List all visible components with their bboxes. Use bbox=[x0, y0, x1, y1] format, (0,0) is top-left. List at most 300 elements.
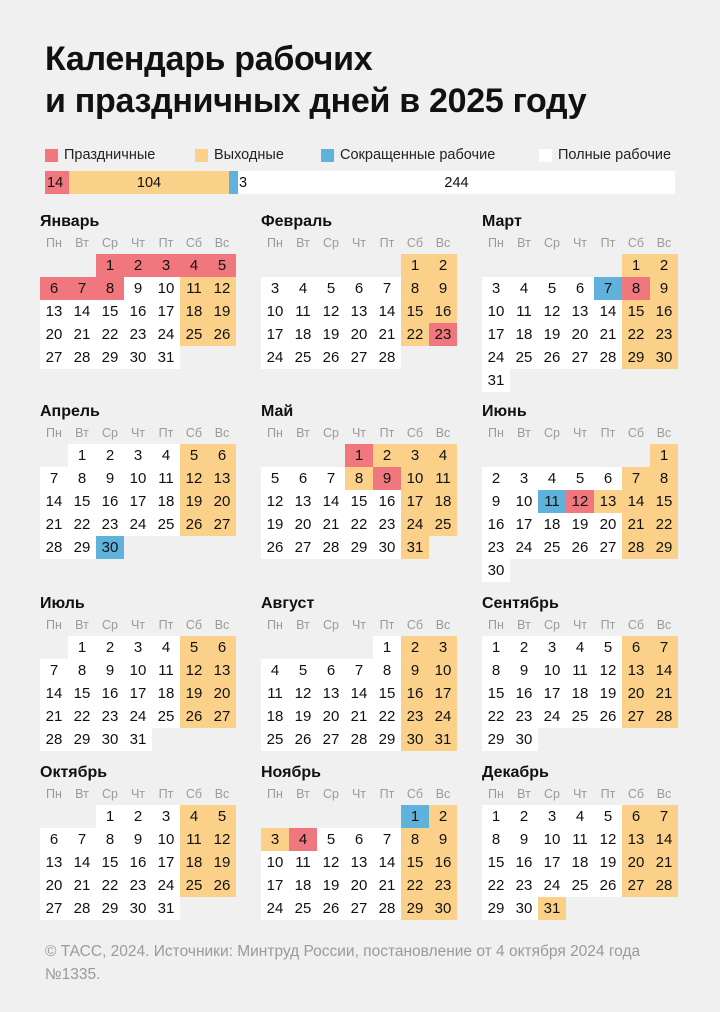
weekday-label: Сб bbox=[185, 787, 203, 801]
month-name: Май bbox=[261, 403, 294, 420]
working-swatch bbox=[539, 149, 552, 162]
day-cell: 4 bbox=[429, 444, 457, 467]
day-cell: 30 bbox=[96, 536, 124, 559]
summary-shortened-bar bbox=[229, 171, 238, 194]
day-cell: 24 bbox=[538, 705, 566, 728]
day-grid bbox=[261, 254, 457, 369]
day-cell: 15 bbox=[482, 851, 510, 874]
day-cell: 21 bbox=[373, 874, 401, 897]
day-cell: 19 bbox=[180, 490, 208, 513]
month-name: Март bbox=[482, 213, 522, 230]
weekday-label: Чт bbox=[351, 236, 367, 250]
month-2 bbox=[261, 212, 457, 369]
weekday-header bbox=[40, 234, 236, 254]
day-cell: 26 bbox=[208, 874, 236, 897]
day-cell: 13 bbox=[345, 300, 373, 323]
weekday-label: Вт bbox=[296, 426, 310, 440]
day-grid bbox=[40, 254, 236, 369]
day-cell: 28 bbox=[317, 536, 345, 559]
day-cell: 17 bbox=[124, 682, 152, 705]
weekday-label: Ср bbox=[323, 618, 339, 632]
day-cell: 20 bbox=[622, 682, 650, 705]
footer-source: © ТАСС, 2024. Источники: Минтруд России, постановление от 4 октября 2024 года №1335. bbox=[45, 943, 641, 983]
day-cell: 12 bbox=[317, 300, 345, 323]
day-cell: 13 bbox=[345, 851, 373, 874]
day-cell: 22 bbox=[482, 705, 510, 728]
weekday-label: Чт bbox=[351, 618, 367, 632]
weekday-label: Пт bbox=[379, 618, 395, 632]
day-cell: 13 bbox=[208, 659, 236, 682]
weekday-label: Сб bbox=[627, 236, 645, 250]
day-cell: 23 bbox=[429, 323, 457, 346]
weekday-label: Вт bbox=[75, 236, 89, 250]
weekday-label: Вс bbox=[435, 426, 451, 440]
month-1 bbox=[40, 212, 236, 369]
day-cell: 2 bbox=[510, 805, 538, 828]
weekday-label: Чт bbox=[130, 618, 146, 632]
day-cell: 11 bbox=[538, 490, 566, 513]
weekday-label: Пн bbox=[488, 236, 504, 250]
day-cell: 11 bbox=[152, 659, 180, 682]
day-cell: 22 bbox=[622, 323, 650, 346]
day-cell: 24 bbox=[261, 897, 289, 920]
day-cell: 2 bbox=[124, 254, 152, 277]
day-cell: 23 bbox=[650, 323, 678, 346]
day-cell: 5 bbox=[180, 636, 208, 659]
day-cell: 12 bbox=[208, 277, 236, 300]
month-11 bbox=[261, 763, 457, 920]
day-cell: 7 bbox=[40, 467, 68, 490]
day-cell: 7 bbox=[650, 805, 678, 828]
weekday-header bbox=[482, 234, 678, 254]
day-cell: 22 bbox=[401, 874, 429, 897]
weekday-label: Пт bbox=[158, 426, 174, 440]
day-cell: 28 bbox=[650, 874, 678, 897]
day-cell: 27 bbox=[345, 346, 373, 369]
weekday-label: Чт bbox=[572, 236, 588, 250]
day-cell: 7 bbox=[317, 467, 345, 490]
weekday-label: Вс bbox=[656, 618, 672, 632]
day-cell: 4 bbox=[538, 467, 566, 490]
day-cell: 27 bbox=[345, 897, 373, 920]
legend-weekends bbox=[195, 147, 284, 163]
day-cell: 21 bbox=[317, 513, 345, 536]
weekday-label: Вт bbox=[296, 618, 310, 632]
day-cell: 22 bbox=[373, 705, 401, 728]
weekday-label: Ср bbox=[323, 426, 339, 440]
day-cell: 23 bbox=[510, 874, 538, 897]
weekday-label: Вт bbox=[517, 236, 531, 250]
weekday-label: Пн bbox=[488, 787, 504, 801]
day-cell: 12 bbox=[180, 467, 208, 490]
day-cell: 11 bbox=[152, 467, 180, 490]
day-cell: 6 bbox=[289, 467, 317, 490]
day-cell: 27 bbox=[40, 897, 68, 920]
day-cell: 26 bbox=[289, 728, 317, 751]
weekday-label: Пт bbox=[158, 787, 174, 801]
day-cell: 25 bbox=[180, 874, 208, 897]
weekday-label: Ср bbox=[102, 426, 118, 440]
day-cell: 28 bbox=[345, 728, 373, 751]
day-cell: 22 bbox=[650, 513, 678, 536]
day-cell: 19 bbox=[317, 323, 345, 346]
weekday-label: Вт bbox=[296, 787, 310, 801]
weekday-label: Пт bbox=[600, 236, 616, 250]
day-cell: 3 bbox=[538, 805, 566, 828]
day-cell: 15 bbox=[96, 300, 124, 323]
day-cell: 4 bbox=[180, 805, 208, 828]
day-cell: 6 bbox=[40, 277, 68, 300]
day-cell: 1 bbox=[401, 805, 429, 828]
day-cell: 25 bbox=[289, 346, 317, 369]
day-cell: 20 bbox=[40, 874, 68, 897]
day-cell: 22 bbox=[96, 323, 124, 346]
day-cell: 8 bbox=[345, 467, 373, 490]
day-cell: 24 bbox=[538, 874, 566, 897]
day-cell: 30 bbox=[650, 346, 678, 369]
weekday-label: Чт bbox=[351, 426, 367, 440]
day-cell: 29 bbox=[96, 346, 124, 369]
day-cell: 21 bbox=[650, 851, 678, 874]
day-cell: 26 bbox=[208, 323, 236, 346]
day-cell: 24 bbox=[124, 513, 152, 536]
day-cell: 11 bbox=[180, 277, 208, 300]
weekday-label: Вс bbox=[656, 236, 672, 250]
weekday-header bbox=[482, 424, 678, 444]
legend bbox=[45, 147, 685, 165]
day-cell: 26 bbox=[538, 346, 566, 369]
day-cell: 20 bbox=[208, 490, 236, 513]
day-cell: 1 bbox=[96, 254, 124, 277]
day-cell: 6 bbox=[317, 659, 345, 682]
day-cell: 1 bbox=[482, 805, 510, 828]
title-line-2: и праздничных дней в 2025 году bbox=[45, 82, 587, 120]
weekday-label: Сб bbox=[185, 618, 203, 632]
day-cell: 8 bbox=[482, 659, 510, 682]
day-cell: 21 bbox=[40, 513, 68, 536]
day-cell: 18 bbox=[261, 705, 289, 728]
day-cell: 28 bbox=[622, 536, 650, 559]
day-cell: 10 bbox=[152, 828, 180, 851]
day-cell: 30 bbox=[510, 728, 538, 751]
day-cell: 11 bbox=[289, 300, 317, 323]
day-cell: 19 bbox=[208, 851, 236, 874]
day-cell: 24 bbox=[482, 346, 510, 369]
day-cell: 24 bbox=[152, 323, 180, 346]
weekday-label: Вс bbox=[656, 426, 672, 440]
day-cell: 14 bbox=[373, 300, 401, 323]
weekday-label: Вс bbox=[656, 787, 672, 801]
day-cell: 3 bbox=[261, 828, 289, 851]
weekday-label: Пн bbox=[46, 787, 62, 801]
day-cell: 5 bbox=[594, 805, 622, 828]
month-name: Сентябрь bbox=[482, 595, 559, 612]
day-cell: 2 bbox=[401, 636, 429, 659]
weekday-label: Вс bbox=[214, 426, 230, 440]
day-cell: 7 bbox=[622, 467, 650, 490]
day-cell: 16 bbox=[124, 851, 152, 874]
day-cell: 3 bbox=[538, 636, 566, 659]
day-cell: 16 bbox=[96, 682, 124, 705]
day-cell: 14 bbox=[40, 490, 68, 513]
day-cell: 18 bbox=[180, 851, 208, 874]
day-cell: 21 bbox=[650, 682, 678, 705]
legend-shortened bbox=[321, 147, 495, 163]
day-cell: 25 bbox=[538, 536, 566, 559]
day-cell: 6 bbox=[594, 467, 622, 490]
day-cell: 15 bbox=[345, 490, 373, 513]
day-cell: 16 bbox=[429, 851, 457, 874]
month-name: Январь bbox=[40, 213, 100, 230]
day-cell: 26 bbox=[566, 536, 594, 559]
day-cell: 4 bbox=[180, 254, 208, 277]
weekday-label: Вс bbox=[214, 236, 230, 250]
day-cell: 16 bbox=[401, 682, 429, 705]
day-cell: 17 bbox=[482, 323, 510, 346]
day-cell: 5 bbox=[289, 659, 317, 682]
weekday-label: Сб bbox=[627, 618, 645, 632]
day-cell: 9 bbox=[96, 659, 124, 682]
month-name: Апрель bbox=[40, 403, 100, 420]
day-cell: 23 bbox=[482, 536, 510, 559]
weekday-label: Чт bbox=[351, 787, 367, 801]
day-cell: 22 bbox=[96, 874, 124, 897]
day-cell: 3 bbox=[124, 636, 152, 659]
weekday-label: Пн bbox=[488, 618, 504, 632]
day-cell: 17 bbox=[429, 682, 457, 705]
day-cell: 26 bbox=[180, 705, 208, 728]
day-cell: 20 bbox=[594, 513, 622, 536]
day-grid bbox=[482, 805, 678, 920]
day-cell: 31 bbox=[152, 897, 180, 920]
weekday-label: Сб bbox=[406, 426, 424, 440]
day-cell: 26 bbox=[261, 536, 289, 559]
day-cell: 28 bbox=[650, 705, 678, 728]
day-cell: 1 bbox=[622, 254, 650, 277]
summary-full bbox=[238, 171, 675, 194]
weekday-label: Вс bbox=[435, 618, 451, 632]
weekday-label: Сб bbox=[185, 236, 203, 250]
weekday-label: Ср bbox=[102, 787, 118, 801]
day-grid bbox=[482, 254, 678, 392]
day-cell: 10 bbox=[538, 659, 566, 682]
day-cell: 28 bbox=[40, 536, 68, 559]
weekday-label: Сб bbox=[185, 426, 203, 440]
day-cell: 12 bbox=[289, 682, 317, 705]
day-cell: 22 bbox=[68, 705, 96, 728]
day-cell: 2 bbox=[96, 636, 124, 659]
day-cell: 27 bbox=[317, 728, 345, 751]
day-cell: 13 bbox=[622, 828, 650, 851]
day-grid bbox=[482, 636, 678, 751]
day-cell: 7 bbox=[373, 277, 401, 300]
weekday-label: Вт bbox=[517, 787, 531, 801]
day-cell: 18 bbox=[180, 300, 208, 323]
day-cell: 6 bbox=[622, 805, 650, 828]
day-cell: 2 bbox=[650, 254, 678, 277]
day-cell: 31 bbox=[482, 369, 510, 392]
day-cell: 18 bbox=[152, 682, 180, 705]
day-cell: 24 bbox=[261, 346, 289, 369]
day-cell: 27 bbox=[594, 536, 622, 559]
day-cell: 9 bbox=[482, 490, 510, 513]
day-cell: 5 bbox=[538, 277, 566, 300]
day-cell: 23 bbox=[96, 513, 124, 536]
day-cell: 21 bbox=[40, 705, 68, 728]
day-cell: 4 bbox=[289, 277, 317, 300]
month-7 bbox=[40, 594, 236, 751]
day-cell: 13 bbox=[622, 659, 650, 682]
day-cell: 1 bbox=[650, 444, 678, 467]
day-cell: 9 bbox=[124, 277, 152, 300]
day-cell: 1 bbox=[96, 805, 124, 828]
day-cell: 10 bbox=[510, 490, 538, 513]
weekday-header bbox=[261, 785, 457, 805]
day-cell: 15 bbox=[401, 300, 429, 323]
day-cell: 17 bbox=[261, 874, 289, 897]
day-cell: 12 bbox=[261, 490, 289, 513]
day-cell: 25 bbox=[566, 705, 594, 728]
day-cell: 13 bbox=[40, 851, 68, 874]
day-cell: 22 bbox=[345, 513, 373, 536]
legend-full bbox=[539, 147, 671, 163]
day-cell: 24 bbox=[152, 874, 180, 897]
day-cell: 10 bbox=[401, 467, 429, 490]
day-cell: 22 bbox=[68, 513, 96, 536]
day-cell: 8 bbox=[96, 828, 124, 851]
day-cell: 16 bbox=[510, 682, 538, 705]
day-cell: 5 bbox=[317, 277, 345, 300]
month-12 bbox=[482, 763, 678, 920]
weekday-label: Сб bbox=[406, 618, 424, 632]
month-5 bbox=[261, 402, 457, 559]
day-cell: 16 bbox=[96, 490, 124, 513]
weekday-label: Ср bbox=[323, 236, 339, 250]
day-cell: 29 bbox=[96, 897, 124, 920]
day-cell: 20 bbox=[566, 323, 594, 346]
day-cell: 5 bbox=[180, 444, 208, 467]
weekday-label: Пн bbox=[488, 426, 504, 440]
day-cell: 18 bbox=[566, 851, 594, 874]
weekday-label: Пн bbox=[267, 236, 283, 250]
day-cell: 4 bbox=[289, 828, 317, 851]
day-cell: 23 bbox=[401, 705, 429, 728]
day-cell: 16 bbox=[373, 490, 401, 513]
day-cell: 3 bbox=[124, 444, 152, 467]
day-cell: 29 bbox=[622, 346, 650, 369]
day-cell: 6 bbox=[566, 277, 594, 300]
day-cell: 16 bbox=[650, 300, 678, 323]
day-cell: 31 bbox=[152, 346, 180, 369]
day-cell: 28 bbox=[373, 346, 401, 369]
day-cell: 6 bbox=[208, 444, 236, 467]
day-cell: 31 bbox=[124, 728, 152, 751]
day-cell: 3 bbox=[401, 444, 429, 467]
day-cell: 11 bbox=[566, 659, 594, 682]
summary-weekends: 104 bbox=[69, 171, 229, 194]
day-cell: 20 bbox=[289, 513, 317, 536]
weekday-label: Вс bbox=[435, 236, 451, 250]
month-3 bbox=[482, 212, 678, 392]
weekday-label: Пт bbox=[158, 618, 174, 632]
day-cell: 13 bbox=[208, 467, 236, 490]
weekday-label: Чт bbox=[572, 618, 588, 632]
weekday-header bbox=[482, 616, 678, 636]
day-cell: 23 bbox=[96, 705, 124, 728]
weekday-label: Пн bbox=[46, 236, 62, 250]
summary-bar bbox=[45, 171, 675, 194]
day-cell: 26 bbox=[317, 897, 345, 920]
day-cell: 11 bbox=[566, 828, 594, 851]
weekday-label: Вт bbox=[517, 618, 531, 632]
day-cell: 18 bbox=[538, 513, 566, 536]
weekday-label: Чт bbox=[572, 787, 588, 801]
day-cell: 25 bbox=[152, 705, 180, 728]
summary-shortened-count: 3 bbox=[239, 174, 248, 191]
day-cell: 10 bbox=[482, 300, 510, 323]
day-cell: 29 bbox=[373, 728, 401, 751]
day-cell: 17 bbox=[152, 851, 180, 874]
day-cell: 21 bbox=[345, 705, 373, 728]
day-cell: 5 bbox=[208, 254, 236, 277]
day-cell: 19 bbox=[594, 851, 622, 874]
day-cell: 24 bbox=[510, 536, 538, 559]
day-cell: 29 bbox=[401, 897, 429, 920]
day-cell: 1 bbox=[482, 636, 510, 659]
weekday-label: Сб bbox=[406, 787, 424, 801]
day-cell: 9 bbox=[124, 828, 152, 851]
day-cell: 24 bbox=[401, 513, 429, 536]
day-cell: 18 bbox=[566, 682, 594, 705]
day-cell: 13 bbox=[594, 490, 622, 513]
day-cell: 6 bbox=[345, 277, 373, 300]
day-cell: 16 bbox=[510, 851, 538, 874]
day-cell: 21 bbox=[622, 513, 650, 536]
weekday-header bbox=[40, 424, 236, 444]
day-cell: 21 bbox=[68, 874, 96, 897]
day-cell: 3 bbox=[152, 254, 180, 277]
day-cell: 3 bbox=[261, 277, 289, 300]
weekday-label: Пт bbox=[158, 236, 174, 250]
day-cell: 23 bbox=[429, 874, 457, 897]
day-cell: 5 bbox=[317, 828, 345, 851]
day-cell: 30 bbox=[401, 728, 429, 751]
weekday-label: Ср bbox=[544, 426, 560, 440]
summary-holidays: 14 bbox=[45, 171, 69, 194]
day-cell: 30 bbox=[429, 897, 457, 920]
day-cell: 14 bbox=[317, 490, 345, 513]
day-cell: 14 bbox=[622, 490, 650, 513]
legend-weekends-label: Выходные bbox=[214, 147, 284, 163]
day-cell: 9 bbox=[650, 277, 678, 300]
day-cell: 21 bbox=[68, 323, 96, 346]
day-cell: 21 bbox=[373, 323, 401, 346]
weekday-label: Пн bbox=[267, 787, 283, 801]
day-cell: 6 bbox=[40, 828, 68, 851]
weekday-label: Вт bbox=[75, 618, 89, 632]
day-cell: 3 bbox=[429, 636, 457, 659]
day-cell: 20 bbox=[345, 874, 373, 897]
day-cell: 25 bbox=[566, 874, 594, 897]
weekday-label: Пт bbox=[600, 787, 616, 801]
day-grid bbox=[261, 636, 457, 751]
day-grid bbox=[40, 636, 236, 751]
day-cell: 28 bbox=[68, 897, 96, 920]
weekday-label: Пт bbox=[379, 426, 395, 440]
day-cell: 1 bbox=[373, 636, 401, 659]
weekday-label: Ср bbox=[544, 787, 560, 801]
weekday-header bbox=[482, 785, 678, 805]
